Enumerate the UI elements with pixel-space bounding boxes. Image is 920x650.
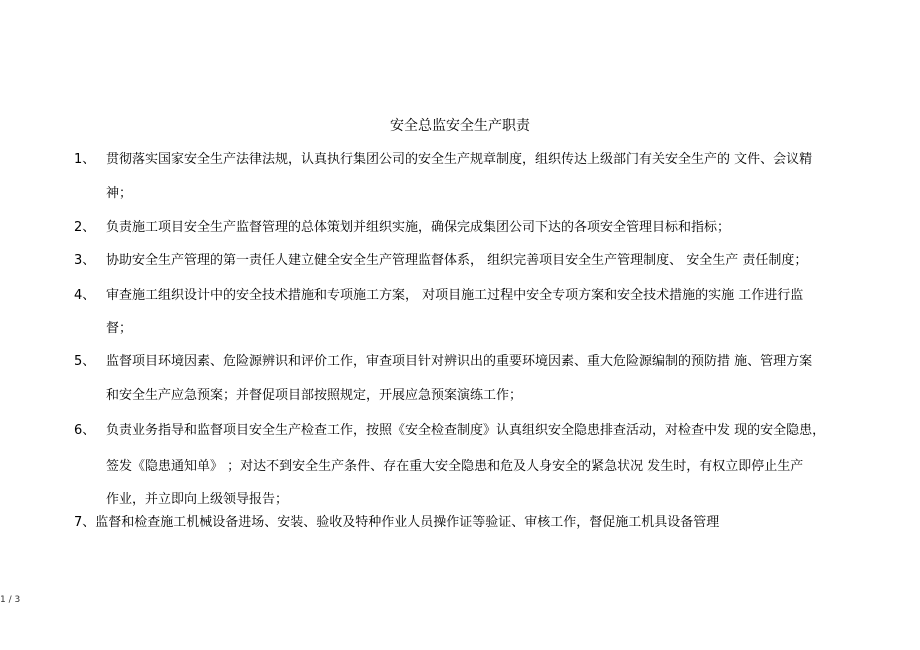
item-line: 监督项目环境因素、危险源辨识和评价工作，审查项目针对辨识出的重要环境因素、重大危险源编制的预防措 施、管理方案 [106, 354, 813, 369]
item-number: 1、 [74, 152, 96, 167]
item-number: 4、 [74, 288, 96, 303]
document-title: 安全总监安全生产职责 [390, 118, 530, 134]
item-line: 贯彻落实国家安全生产法律法规，认真执行集团公司的安全生产规章制度，组织传达上级部门有关安全生产的 文件、会议精 [106, 152, 813, 167]
item-line: 协助安全生产管理的第一责任人建立健全安全生产管理监督体系， 组织完善项目安全生产管理制度、 安全生产 责任制度； [106, 253, 808, 268]
item-number: 6、 [74, 423, 96, 438]
item-line: 神； [106, 186, 133, 201]
item-line: 作业，并立即向上级领导报告； [106, 492, 289, 507]
item-number: 3、 [74, 253, 96, 268]
item-number: 7、 [74, 515, 96, 530]
item-line: 监督和检查施工机械设备进场、安装、验收及特种作业人员操作证等验证、审核工作，督促施工机具设备管理 [95, 515, 720, 530]
item-number: 2、 [74, 220, 96, 235]
item-line: 负责施工项目安全生产监督管理的总体策划并组织实施，确保完成集团公司下达的各项安全管理目标和指标； [106, 220, 731, 235]
item-line: 审查施工组织设计中的安全技术措施和专项施工方案， 对项目施工过程中安全专项方案和安全技术措施的实施 工作进行监 [106, 288, 804, 303]
item-line: 负责业务指导和监督项目安全生产检查工作，按照《安全检查制度》认真组织安全隐患排查活动，对检查中发 现的安全隐患， [106, 423, 826, 438]
item-line: 和安全生产应急预案；并督促项目部按照规定，开展应急预案演练工作； [106, 388, 523, 403]
item-line: 签发《隐患通知单》 ；对达不到安全生产条件、存在重大安全隐患和危及人身安全的紧急状况 发生时，有权立即停止生产 [106, 459, 804, 474]
item-number: 5、 [74, 354, 96, 369]
page-indicator: 1 / 3 [0, 595, 21, 605]
item-line: 督； [106, 321, 133, 336]
list-item [74, 513, 864, 533]
